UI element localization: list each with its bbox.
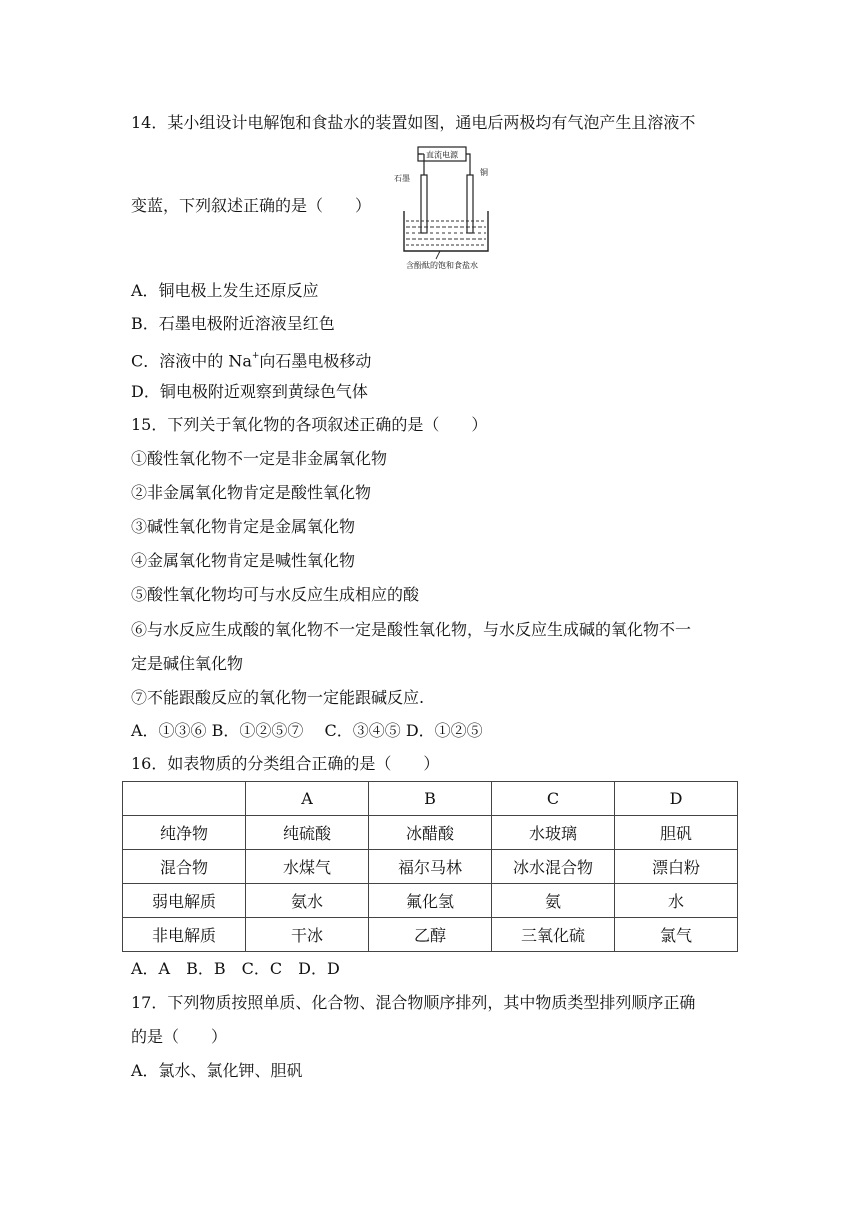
q17-stem-line1: 17．下列物质按照单质、化合物、混合物顺序排列，其中物质类型排列顺序正确	[131, 993, 696, 1012]
figure-caption: 含酚酞的饱和食盐水	[406, 261, 478, 270]
table-cell: 冰水混合物	[492, 850, 615, 884]
table-header-row	[123, 782, 738, 816]
q15-statement: ③碱性氧化物肯定是金属氧化物	[131, 517, 356, 536]
sodium-charge: +	[251, 351, 260, 361]
copper-electrode	[467, 175, 473, 233]
q14-option-b: B．石墨电极附近溶液呈红色	[131, 314, 335, 333]
graphite-label: 石墨	[394, 174, 410, 183]
table-cell: 纯硫酸	[246, 816, 369, 850]
table-cell: 纯净物	[123, 816, 246, 850]
q14-option-c	[131, 347, 371, 372]
table-cell: 非电解质	[123, 918, 246, 952]
q16-options: A．A B．B C．C D．D	[131, 959, 340, 978]
table-cell: 漂白粉	[615, 850, 738, 884]
q15-statement: ②非金属氧化物肯定是酸性氧化物	[131, 483, 372, 502]
q15-statement: ⑤酸性氧化物均可与水反应生成相应的酸	[131, 585, 420, 604]
table-row	[123, 816, 738, 850]
table-cell: 水	[615, 884, 738, 918]
table-header-cell	[123, 782, 246, 816]
q15-options: A．①③⑥ B．①②⑤⑦ C．③④⑤ D．①②⑤	[131, 721, 483, 740]
table-cell: 氟化氢	[369, 884, 492, 918]
table-cell: 氨水	[246, 884, 369, 918]
q16-stem: 16．如表物质的分类组合正确的是（ ）	[131, 754, 440, 773]
table-cell: 福尔马林	[369, 850, 492, 884]
q15-statement: ④金属氧化物肯定是喊性氧化物	[131, 551, 356, 570]
table-cell: 三氧化硫	[492, 918, 615, 952]
table-header-cell: A	[246, 782, 369, 816]
q15-statement: ①酸性氧化物不一定是非金属氧化物	[131, 449, 388, 468]
table-cell: 乙醇	[369, 918, 492, 952]
table-header-cell: B	[369, 782, 492, 816]
q14-option-d: D．铜电极附近观察到黄绿色气体	[131, 382, 368, 401]
q14-stem-line2: 变蓝，下列叙述正确的是（ ）	[131, 196, 372, 215]
q17-option-a: A．氯水、氯化钾、胆矾	[131, 1061, 303, 1080]
q15-statement: 定是碱住氧化物	[131, 654, 244, 673]
table-cell: 氨	[492, 884, 615, 918]
q14-option-a: A．铜电极上发生还原反应	[131, 281, 319, 300]
q15-stem: 15．下列关于氧化物的各项叙述正确的是（ ）	[131, 415, 488, 434]
table-cell: 干冰	[246, 918, 369, 952]
solution-hatching	[406, 221, 486, 245]
q14-option-c-prefix: C．溶液中的 Na	[131, 351, 252, 371]
table-header-cell: C	[492, 782, 615, 816]
q15-statement: ⑦不能跟酸反应的氧化物一定能跟碱反应.	[131, 688, 425, 707]
table-cell: 胆矾	[615, 816, 738, 850]
table-cell: 水煤气	[246, 850, 369, 884]
table-cell: 弱电解质	[123, 884, 246, 918]
table-row	[123, 918, 738, 952]
table-cell: 冰醋酸	[369, 816, 492, 850]
q15-statement: ⑥与水反应生成酸的氧化物不一定是酸性氧化物，与水反应生成碱的氧化物不一	[131, 620, 692, 639]
table-row	[123, 850, 738, 884]
electrolysis-apparatus-figure	[388, 143, 496, 271]
q17-stem-line2: 的是（ ）	[131, 1027, 228, 1046]
power-supply-box	[418, 147, 466, 161]
table-row	[123, 884, 738, 918]
table-cell: 氯气	[615, 918, 738, 952]
q14-stem-line1: 14．某小组设计电解饱和食盐水的装置如图，通电后两极均有气泡产生且溶液不	[131, 113, 696, 132]
table-cell: 混合物	[123, 850, 246, 884]
classification-table	[122, 781, 738, 952]
q14-option-c-suffix: 向石墨电极移动	[259, 351, 372, 371]
copper-label: 铜	[480, 168, 488, 177]
table-cell: 水玻璃	[492, 816, 615, 850]
graphite-electrode	[421, 175, 427, 233]
svg-text:直流电源: 直流电源	[426, 150, 458, 160]
table-header-cell: D	[615, 782, 738, 816]
